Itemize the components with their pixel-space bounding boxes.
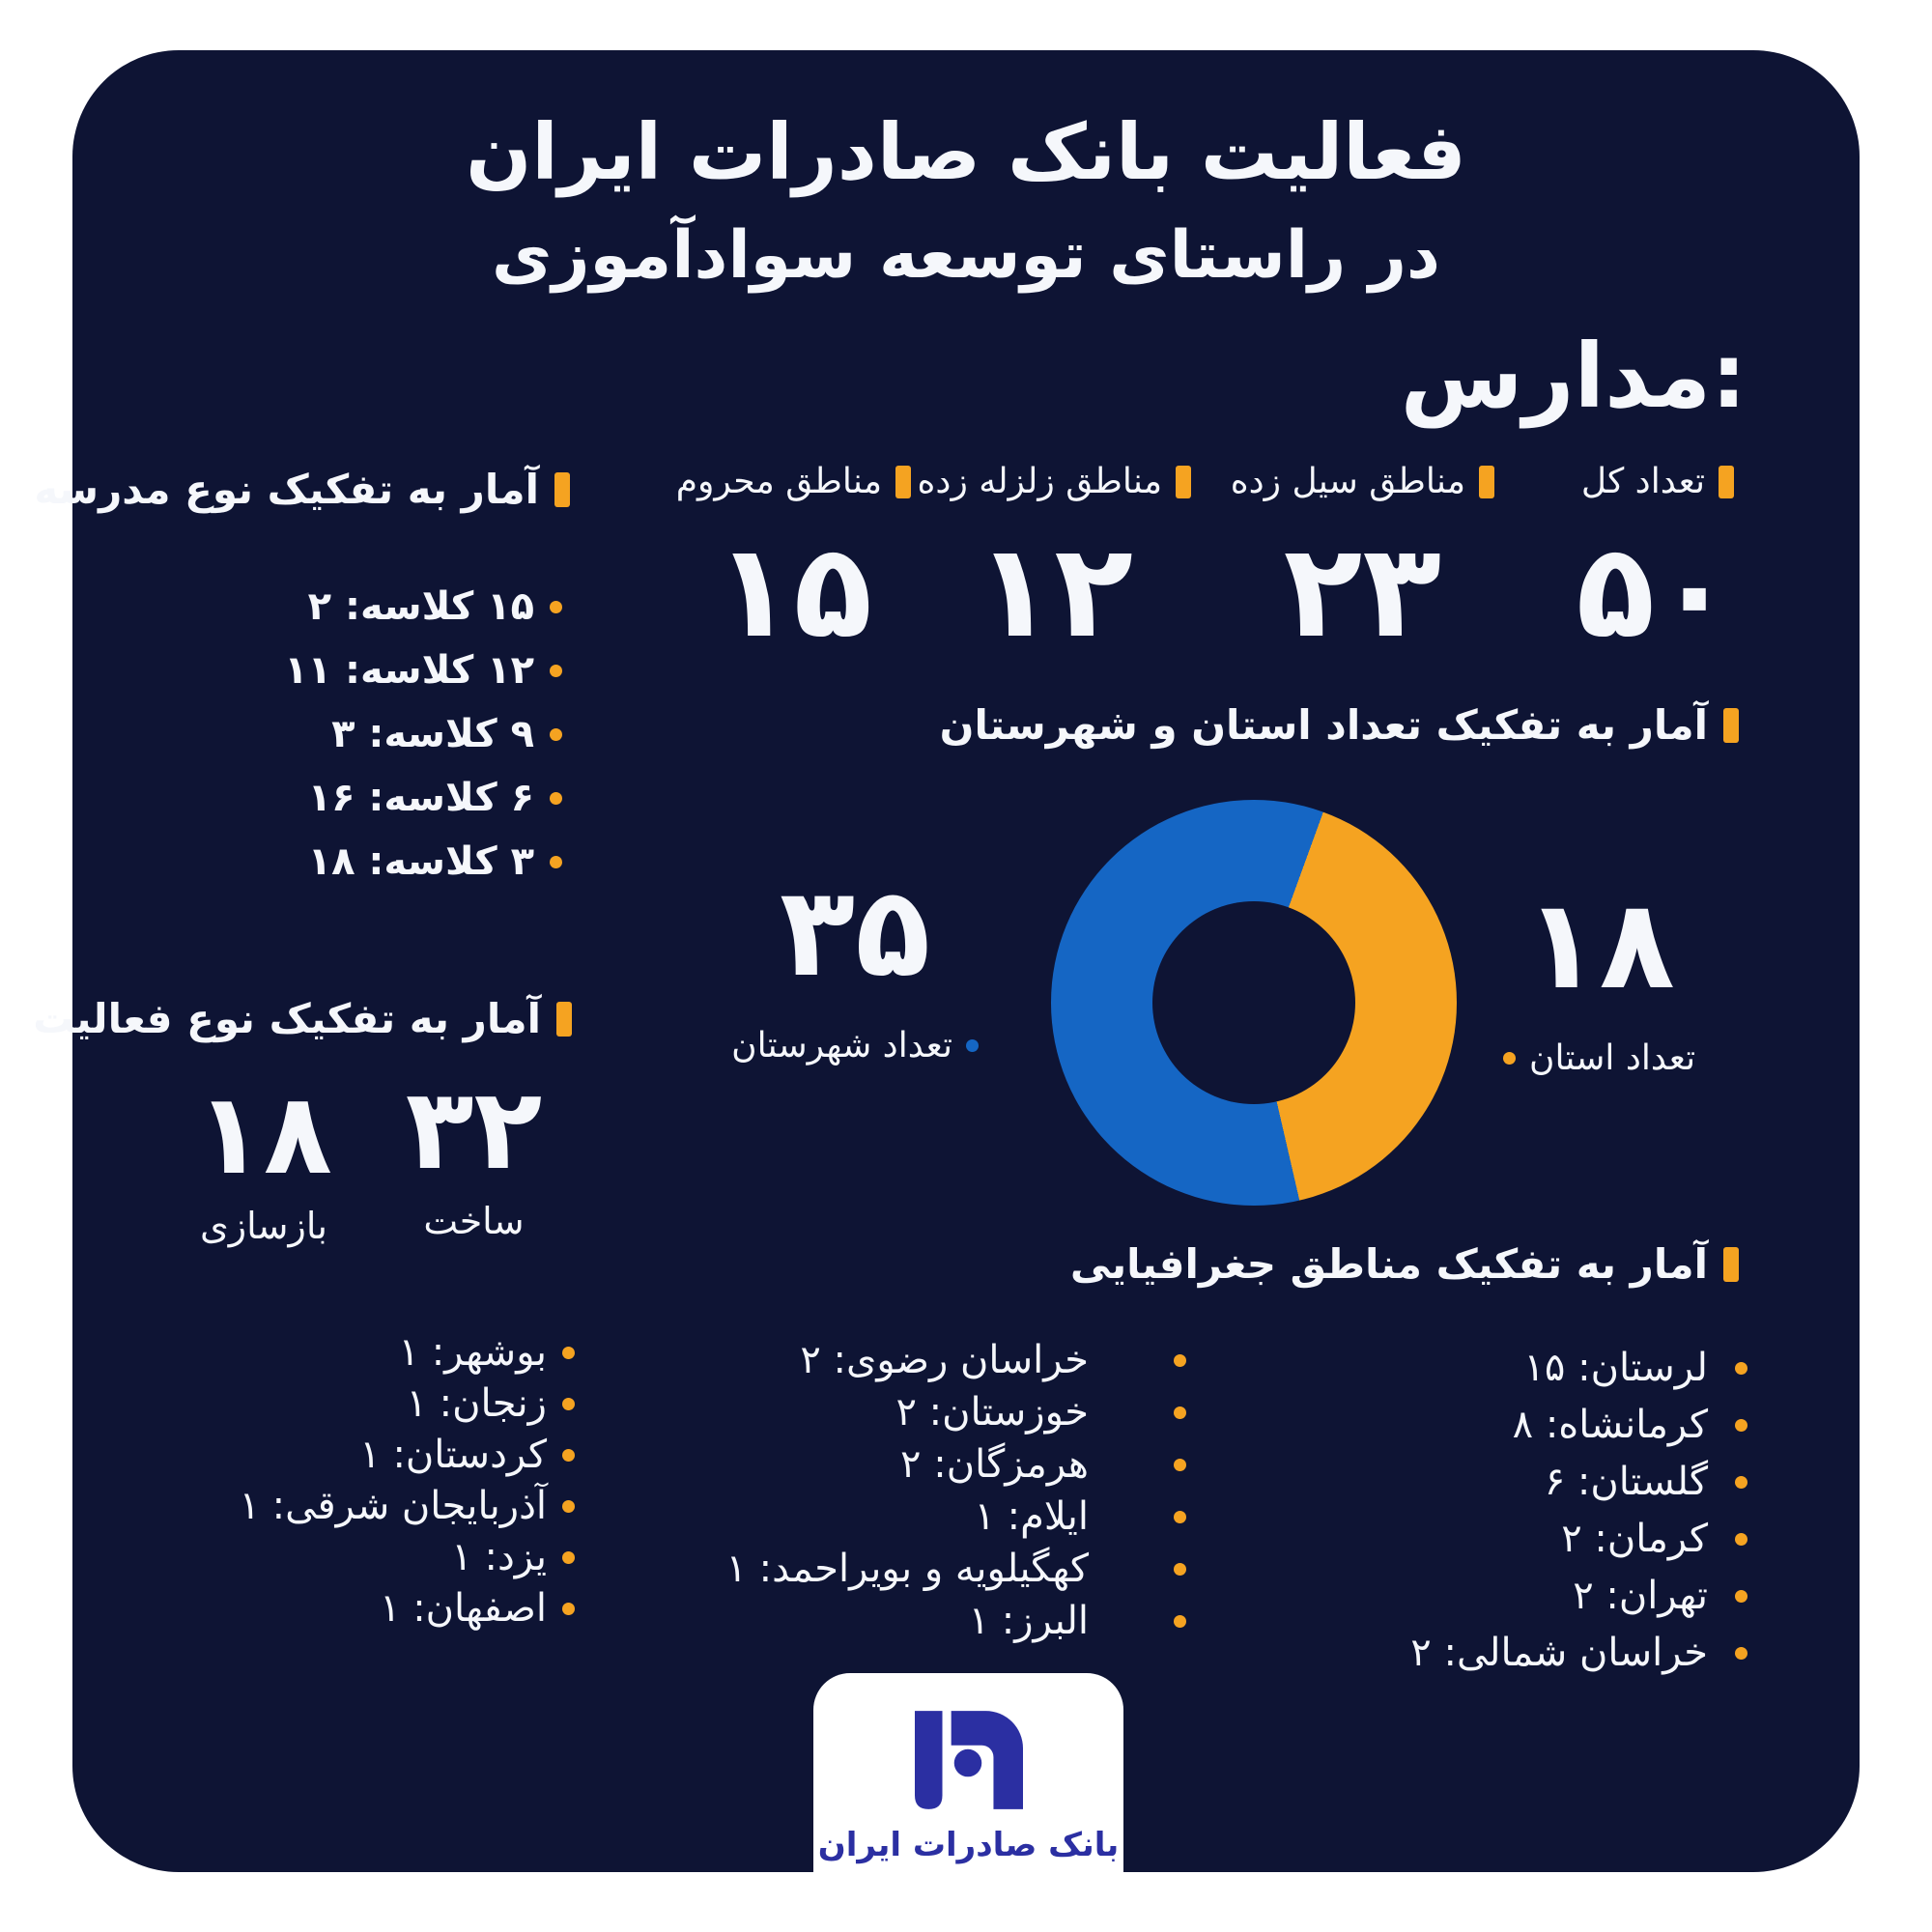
legend-dot-provinces-icon <box>1503 1052 1516 1065</box>
list-item-label: لرستان: ۱۵ <box>1523 1346 1708 1390</box>
bullet-dot-icon <box>1174 1511 1186 1523</box>
bank-saderat-logo-text: بانک صادرات ایران <box>817 1826 1120 1864</box>
list-item <box>284 649 562 693</box>
stat-label: مناطق سیل زده <box>1230 462 1465 501</box>
stat-construction <box>394 1065 554 1242</box>
section-heading-label: آمار به تفکیک مناطق جغرافیایی <box>1069 1240 1708 1288</box>
list-item-label: البرز: ۱ <box>968 1599 1089 1643</box>
list-item <box>725 1548 1186 1591</box>
legend-dot-cities-icon <box>966 1039 979 1052</box>
school-type-heading <box>34 466 570 513</box>
section-marker-icon <box>554 472 570 507</box>
list-item-label: بوشهر: ۱ <box>398 1330 547 1375</box>
list-item-label: خراسان شمالی: ۲ <box>1410 1631 1708 1675</box>
section-marker-icon <box>1723 708 1739 743</box>
stat-renovation <box>182 1069 346 1247</box>
stat-label: مناطق زلزله زده <box>917 462 1162 501</box>
bullet-dot-icon <box>550 601 562 613</box>
stat-label-row <box>1576 462 1734 501</box>
bullet-dot-icon <box>1174 1459 1186 1471</box>
stat-label: ساخت <box>423 1200 525 1242</box>
list-item-label: کرمانشاه: ۸ <box>1512 1403 1708 1447</box>
stat-deprived-areas <box>675 462 911 667</box>
list-item <box>239 1587 575 1631</box>
stat-label-row <box>1231 462 1494 501</box>
bullet-dot-icon <box>1174 1615 1186 1628</box>
section-marker-icon <box>1176 466 1191 498</box>
list-item-label: ۱۵ کلاسه: ۲ <box>307 584 534 629</box>
stat-value: ۵۰ <box>1576 516 1734 667</box>
stat-value: ۲۳ <box>1283 516 1442 667</box>
title-line1: فعالیت بانک صادرات ایران <box>466 107 1466 197</box>
section-heading-label: آمار به تفکیک نوع مدرسه <box>34 466 539 513</box>
list-item <box>1410 1461 1747 1504</box>
section-marker-icon <box>895 466 911 498</box>
stat-provinces <box>1503 873 1696 1078</box>
list-item-label: کهگیلویه و بویراحمد: ۱ <box>725 1547 1089 1591</box>
list-item <box>1410 1518 1747 1561</box>
stat-label-row <box>676 462 911 501</box>
stat-label: تعداد استان <box>1529 1038 1696 1078</box>
title-line2: در راستای توسعه سوادآموزی <box>492 217 1440 294</box>
stat-label: تعداد کل <box>1580 462 1705 501</box>
stat-value: ۱۵ <box>714 516 873 667</box>
list-item <box>239 1536 575 1579</box>
province-city-heading <box>940 701 1739 749</box>
list-item-label: گلستان: ۶ <box>1544 1460 1708 1504</box>
bullet-dot-icon <box>550 728 562 741</box>
stat-label-row <box>918 462 1191 501</box>
bullet-dot-icon <box>1735 1647 1747 1660</box>
donut-chart <box>1051 800 1457 1206</box>
stat-label-row <box>731 1026 979 1065</box>
bullet-dot-icon <box>550 792 562 805</box>
list-item <box>284 585 562 629</box>
list-item-label: خراسان رضوی: ۲ <box>800 1338 1089 1382</box>
bullet-dot-icon <box>1735 1590 1747 1603</box>
list-item <box>725 1391 1186 1435</box>
school-type-list <box>284 585 562 904</box>
section-marker-icon <box>556 1002 572 1037</box>
stat-value: ۳۵ <box>779 861 931 1005</box>
bullet-dot-icon <box>1174 1563 1186 1576</box>
bullet-dot-icon <box>1735 1419 1747 1432</box>
list-item-label: ۳ کلاسه: ۱۸ <box>307 839 534 884</box>
list-item-label: تهران: ۲ <box>1573 1574 1708 1618</box>
bullet-dot-icon <box>1735 1533 1747 1546</box>
list-item-label: یزد: ۱ <box>451 1535 547 1579</box>
section-heading-label: آمار به تفکیک تعداد استان و شهرستان <box>939 701 1708 749</box>
list-item <box>284 840 562 884</box>
stat-total-schools <box>1576 462 1734 667</box>
bullet-dot-icon <box>562 1449 575 1462</box>
list-item-label: آذربایجان شرقی: ۱ <box>239 1484 547 1528</box>
list-item-label: کرمان: ۲ <box>1561 1517 1708 1561</box>
section-marker-icon <box>1479 466 1494 498</box>
bullet-dot-icon <box>550 856 562 868</box>
list-item-label: ۹ کلاسه: ۳ <box>331 712 534 756</box>
list-item <box>725 1339 1186 1382</box>
bank-saderat-logo <box>813 1673 1123 1926</box>
list-item <box>284 777 562 820</box>
list-item-label: ایلام: ۱ <box>974 1494 1089 1539</box>
stat-value: ۱۸ <box>1523 873 1675 1017</box>
section-marker-icon <box>1723 1247 1739 1282</box>
stat-value: ۱۲ <box>975 516 1134 667</box>
stat-value: ۱۸ <box>195 1069 332 1200</box>
stat-label: بازسازی <box>199 1205 328 1247</box>
stat-label: مناطق محروم <box>675 462 882 501</box>
section-marker-icon <box>1719 466 1734 498</box>
geography-heading <box>1070 1240 1739 1288</box>
list-item <box>239 1485 575 1528</box>
list-item <box>239 1434 575 1477</box>
list-item <box>725 1600 1186 1643</box>
list-item <box>725 1443 1186 1487</box>
bullet-dot-icon <box>550 665 562 677</box>
stat-label-row <box>1503 1038 1695 1078</box>
stat-label: تعداد شهرستان <box>731 1026 952 1065</box>
geography-column-left <box>239 1331 575 1638</box>
geography-column-middle <box>725 1339 1186 1652</box>
page-title <box>0 108 1932 294</box>
list-item-label: ۱۲ کلاسه: ۱۱ <box>284 648 534 693</box>
list-item-label: کردستان: ۱ <box>359 1433 547 1477</box>
list-item <box>239 1382 575 1426</box>
bullet-dot-icon <box>562 1347 575 1359</box>
bullet-dot-icon <box>562 1500 575 1513</box>
bullet-dot-icon <box>1174 1354 1186 1367</box>
list-item-label: اصفهان: ۱ <box>380 1586 547 1631</box>
list-item <box>1410 1632 1747 1675</box>
bank-saderat-logo-icon <box>915 1710 1023 1810</box>
bullet-dot-icon <box>562 1551 575 1564</box>
list-item <box>239 1331 575 1375</box>
activity-type-heading <box>33 995 572 1042</box>
list-item <box>725 1495 1186 1539</box>
bullet-dot-icon <box>1735 1476 1747 1489</box>
list-item-label: خوزستان: ۲ <box>895 1390 1089 1435</box>
list-item <box>1410 1575 1747 1618</box>
stat-value: ۳۲ <box>405 1065 543 1195</box>
bullet-dot-icon <box>562 1398 575 1410</box>
list-item-label: ۶ کلاسه: ۱۶ <box>307 776 534 820</box>
list-item <box>284 713 562 756</box>
section-heading-label: آمار به تفکیک نوع فعالیت <box>33 995 541 1042</box>
bullet-dot-icon <box>1735 1362 1747 1375</box>
list-item-label: زنجان: ۱ <box>406 1381 547 1426</box>
stat-earthquake-areas <box>917 462 1191 667</box>
schools-heading: مدارس: <box>1400 325 1747 428</box>
list-item <box>1410 1404 1747 1447</box>
stat-flood-areas <box>1230 462 1494 667</box>
list-item-label: هرمزگان: ۲ <box>900 1442 1089 1487</box>
stat-cities <box>731 861 979 1065</box>
donut-hole <box>1152 901 1355 1104</box>
list-item <box>1410 1347 1747 1390</box>
bullet-dot-icon <box>562 1603 575 1615</box>
geography-column-right <box>1410 1347 1747 1689</box>
bullet-dot-icon <box>1174 1406 1186 1419</box>
